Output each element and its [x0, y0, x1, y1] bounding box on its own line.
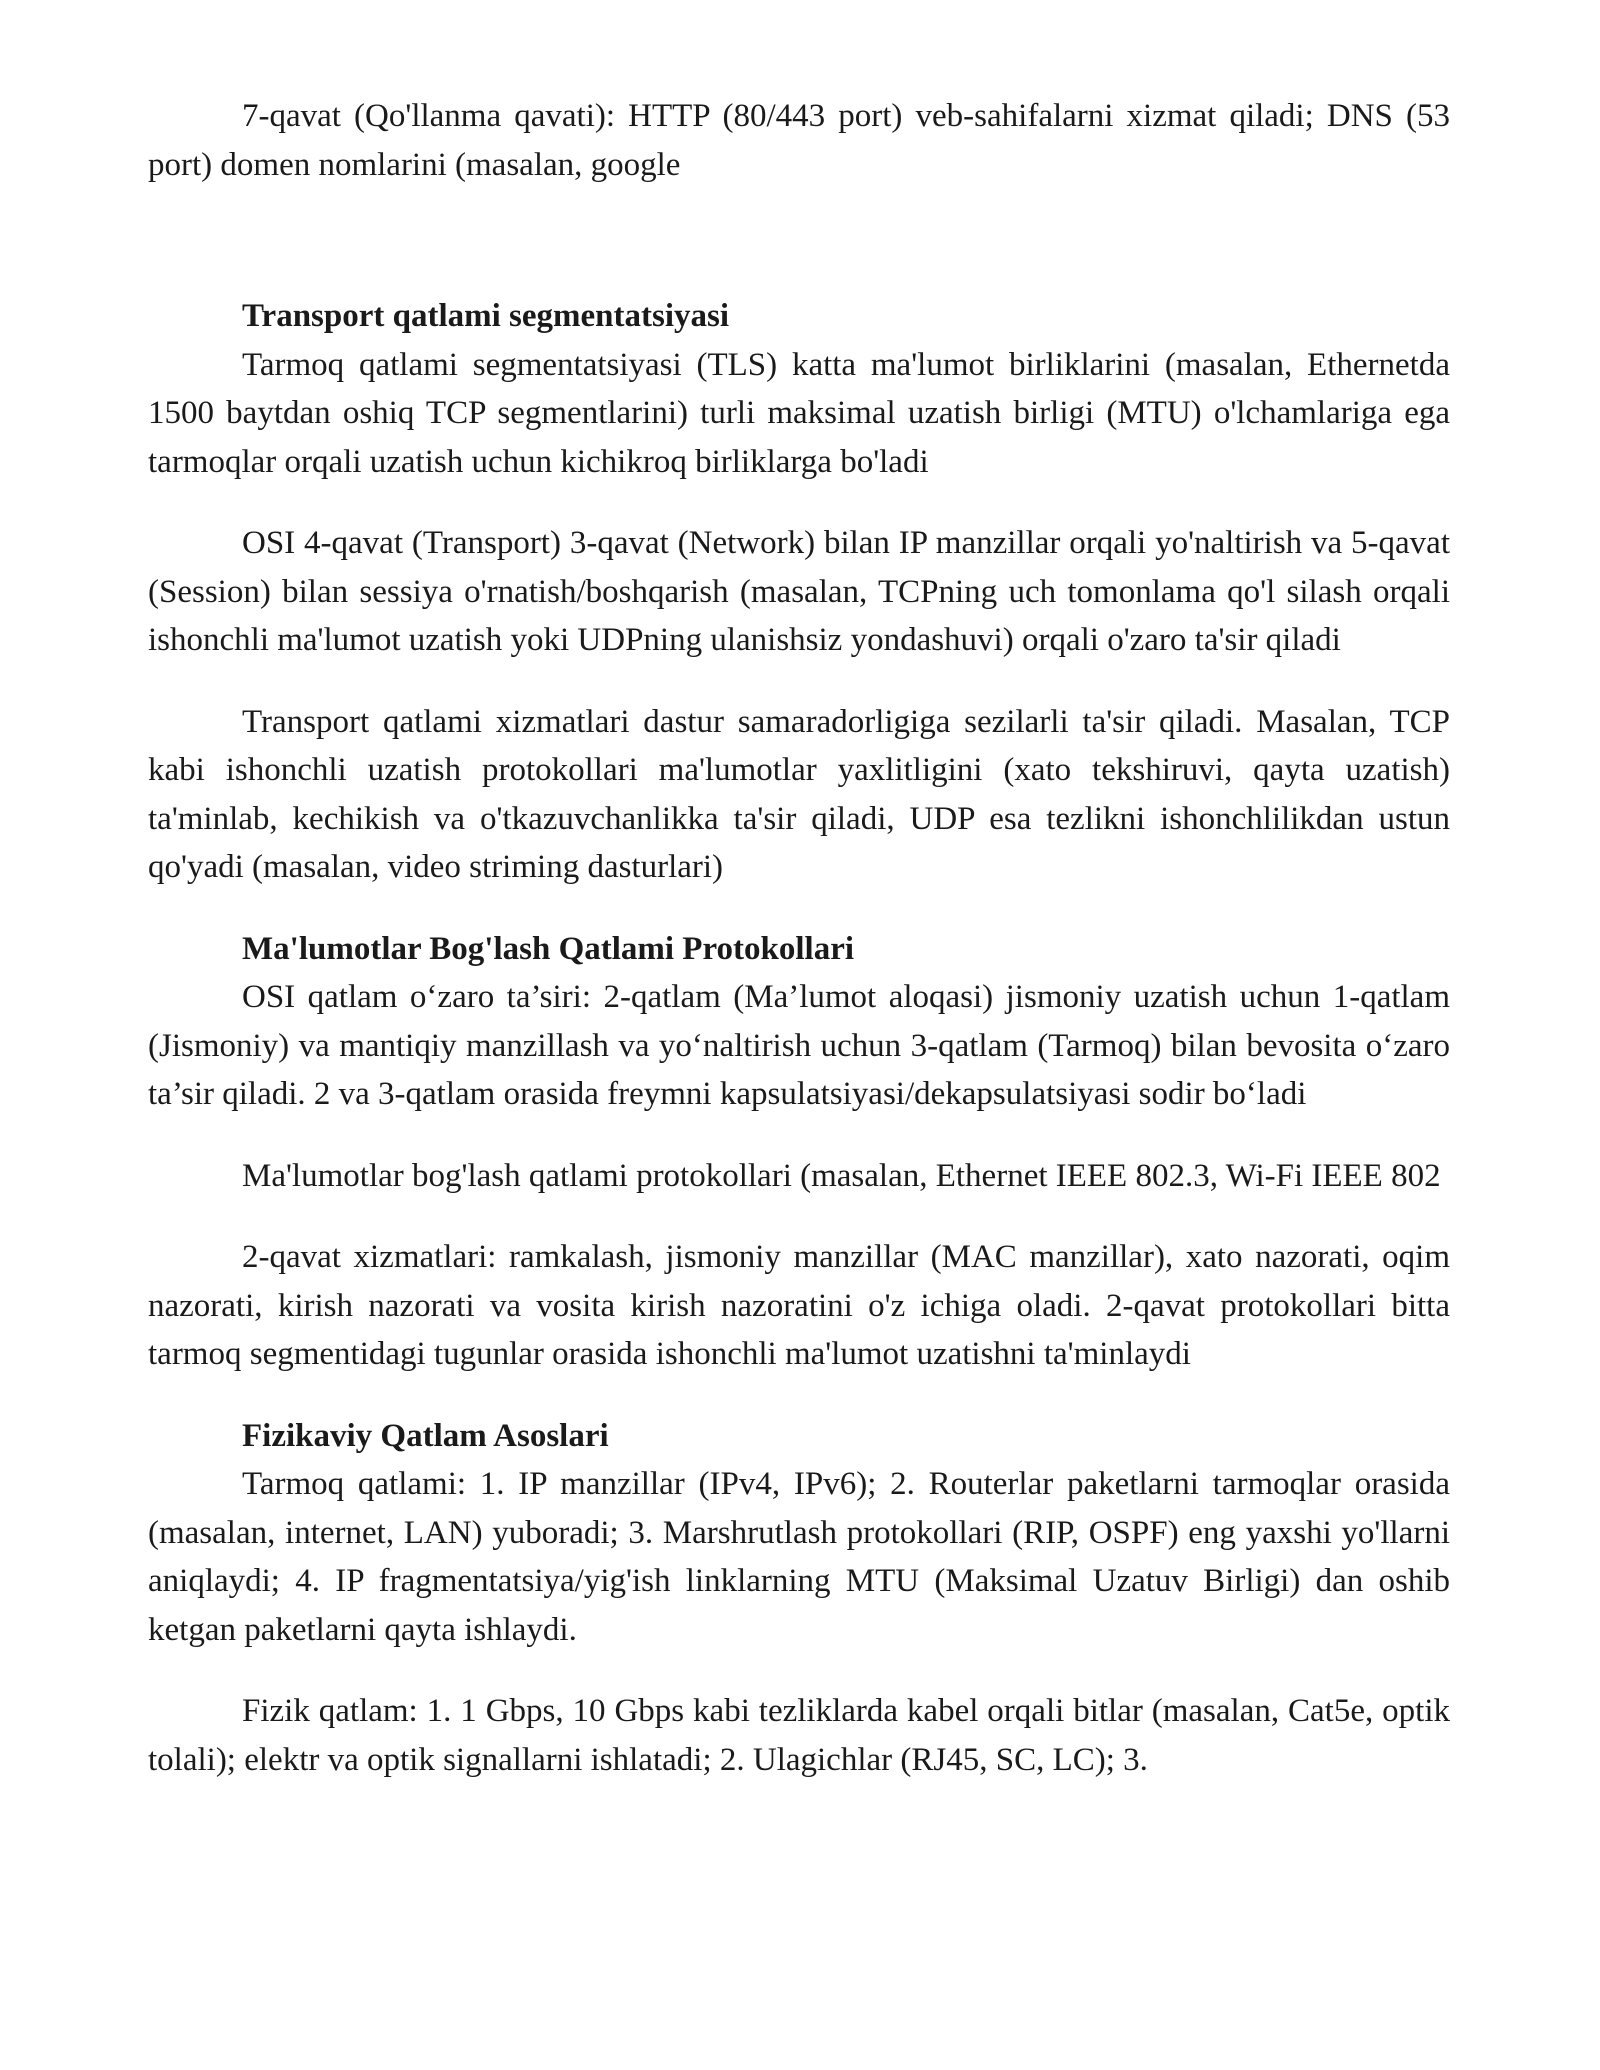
- paragraph-osi-layer2-interaction: OSI qatlam o‘zaro ta’siri: 2-qatlam (Ma’lumot aloqasi) jismoniy uzatish uchun 1-qatlam (Jismoniy) va mantiqiy manzillash va yo‘naltirish uchun 3-qatlam (Tarmoq) bilan bevosita o‘zaro ta’sir qiladi. 2 va 3-qatlam orasida freymni kapsulatsiyasi/dekapsulatsiyasi sodir bo‘ladi: [148, 979, 1450, 1112]
- paragraph-transport-services: Transport qatlami xizmatlari dastur samaradorligiga sezilarli ta'sir qiladi. Masalan, TCP kabi ishonchli uzatish protokollari ma'lumotlar yaxlitligini (xato tekshiruvi, qayta uzatish) ta'minlab, kechikish va o'tkazuvchanlikka ta'sir qiladi, UDP esa tezlikni ishonchlilikdan ustun qo'yadi (masalan, video striming dasturlari): [148, 703, 1450, 885]
- heading-data-link-protocols: Ma'lumotlar Bog'lash Qatlami Protokollari: [242, 930, 855, 967]
- paragraph-osi-layer4: OSI 4-qavat (Transport) 3-qavat (Network) bilan IP manzillar orqali yo'naltirish va 5-qavat (Session) bilan sessiya o'rnatish/boshqarish (masalan, TCPning uch tomonlama qo'l silash orqali ishonchli ma'lumot uzatish yoki UDPning ulanishsiz yondashuvi) orqali o'zaro ta'sir qiladi: [148, 525, 1450, 658]
- paragraph-physical-layer: Fizik qatlam: 1. 1 Gbps, 10 Gbps kabi tezliklarda kabel orqali bitlar (masalan, Cat5e, optik tolali); elektr va optik signallarni ishlatadi; 2. Ulagichlar (RJ45, SC, LC); 3.: [148, 1693, 1450, 1778]
- paragraph-osi-layer7: 7-qavat (Qo'llanma qavati): HTTP (80/443 port) veb-sahifalarni xizmat qiladi; DNS (53 port) domen nomlarini (masalan, google: [148, 98, 1450, 183]
- paragraph-layer2-services: 2-qavat xizmatlari: ramkalash, jismoniy manzillar (MAC manzillar), xato nazorati, oqim nazorati, kirish nazorati va vosita kirish nazoratini o'z ichiga oladi. 2-qavat protokollari bitta tarmoq segmentidagi tugunlar orasida ishonchli ma'lumot uzatishni ta'minlaydi: [148, 1239, 1450, 1372]
- heading-physical-layer-basics: Fizikaviy Qatlam Asoslari: [242, 1417, 609, 1454]
- paragraph-tls-segmentation: Tarmoq qatlami segmentatsiyasi (TLS) katta ma'lumot birliklarini (masalan, Ethernetda 1500 baytdan oshiq TCP segmentlarini) turli maksimal uzatish birligi (MTU) o'lchamlariga ega tarmoqlar orqali uzatish uchun kichikroq birliklarga bo'ladi: [148, 346, 1450, 480]
- paragraph-network-layer: Tarmoq qatlami: 1. IP manzillar (IPv4, IPv6); 2. Routerlar paketlarni tarmoqlar orasida (masalan, internet, LAN) yuboradi; 3. Marshrutlash protokollari (RIP, OSPF) eng yaxshi yo'llarni aniqlaydi; 4. IP fragmentatsiya/yig'ish linklarning MTU (Maksimal Uzatuv Birligi) dan oshib ketgan paketlarni qayta ishlaydi.: [148, 1466, 1450, 1648]
- document-page: [148, 92, 1450, 1817]
- heading-transport-segmentation: Transport qatlami segmentatsiyasi: [242, 298, 730, 334]
- paragraph-data-link-protocol-examples: Ma'lumotlar bog'lash qatlami protokollari (masalan, Ethernet IEEE 802.3, Wi-Fi IEEE 802: [242, 1157, 1441, 1194]
